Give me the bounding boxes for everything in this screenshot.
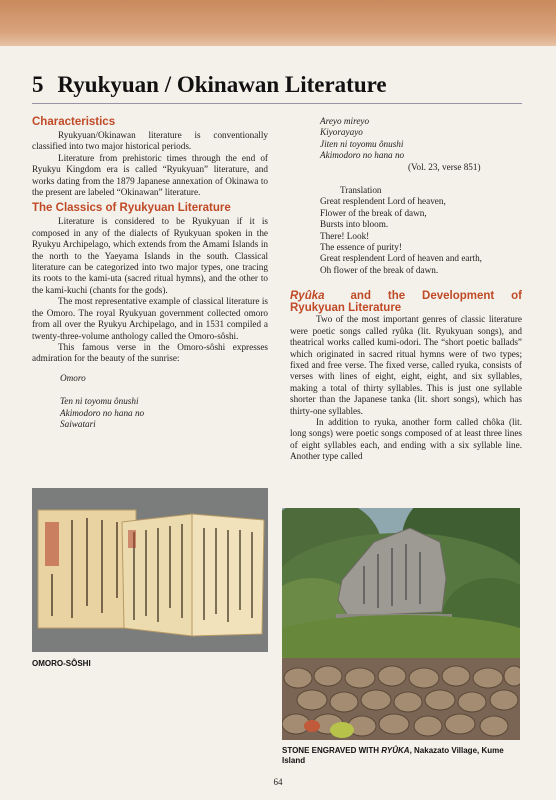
chapter-title-block bbox=[32, 72, 522, 98]
left-column bbox=[32, 116, 268, 430]
chapter-number: 5 bbox=[32, 72, 44, 97]
chapter-title: Ryukyuan / Okinawan Literature bbox=[57, 72, 387, 97]
classics-p2: The most representative example of classical literature is the Omoro. The royal Ryukyuan government collected omoro from all over the Ryukyu Archipelago, and in 1531 compiled a twenty-three-volume anthology called the Omoro-sôshi. bbox=[32, 296, 268, 341]
ryuka-stone-photo bbox=[282, 508, 520, 740]
ryuka-heading-word: Ryûka bbox=[290, 290, 325, 303]
translation-line: Great resplendent Lord of heaven, bbox=[320, 196, 446, 207]
photo2-caption-b: RYÛKA bbox=[381, 746, 410, 755]
poem-line: Akimodoro no hana no bbox=[320, 150, 405, 161]
classics-p3: This famous verse in the Omoro-sôshi expresses admiration for the beauty of the sunrise: bbox=[32, 341, 268, 364]
ryuka-p1: Two of the most important genres of classic literature were poetic songs called ryûka (lit. Ryukyuan songs), and theatrical works called kumi-odori. The “short poetic ballads” which originated in sacred ritual hymns were of two types; fixed and free verse. The fixed verse, called ryuka, consists of verses with lines of eight, eight, eight, and six syllables, making a total of thirty syllables. This is just one syllable shorter than the Japanese tanka (lit. short songs), which has thirty-one syllables. bbox=[290, 314, 522, 416]
poem-source: (Vol. 23, verse 851) bbox=[408, 161, 481, 172]
translation-line: Great resplendent Lord of heaven and earth, bbox=[320, 253, 482, 264]
poem-line: Kiyorayayo bbox=[320, 127, 363, 138]
ryuka-heading bbox=[290, 290, 522, 314]
ryuka-p2: In addition to ryuka, another form called chôka (lit. long songs) were poetic songs composed of at least three lines of eight syllables each, and ending with a six syllable line. Another type called bbox=[290, 416, 522, 462]
photo2-caption-c: , Nakazato Village, Kume Island bbox=[282, 746, 504, 765]
title-rule bbox=[32, 103, 522, 104]
poem-line: Areyo mireyo bbox=[320, 116, 370, 126]
classics-heading: The Classics of Ryukyuan Literature bbox=[32, 202, 231, 215]
translation-block bbox=[290, 185, 522, 276]
photo1-caption: OMORO-SÔSHI bbox=[32, 659, 91, 668]
photo2-caption bbox=[282, 746, 522, 766]
omoro-soshi-photo bbox=[32, 488, 268, 652]
characteristics-p2: Literature from prehistoric times through the end of Ryukyu Kingdom era is called “Ryukyuan” literature, and works dating from the 1879 Japanese annexation of Okinawa to the present are labeled “Okinawan” literature. bbox=[32, 152, 268, 198]
poem-line: Saiwatari bbox=[60, 418, 96, 429]
omoro-soshi-illustration bbox=[32, 488, 268, 652]
translation-line: There! Look! bbox=[320, 230, 370, 241]
page-title bbox=[32, 72, 522, 98]
translation-line: Bursts into bloom. bbox=[320, 219, 389, 230]
ryuka-stone-illustration bbox=[282, 508, 520, 740]
classics-p1: Literature is considered to be Ryukyuan if it is composed in any of the dialects of Ryukyuan spoken in the Ryukyu Archipelago, which extends from the Amami Islands in the north to the Yaeyama Islands in the south. Classical literature can be categorized into two major types, one tracing its roots to the kami-uta (sacred ritual hymns), and the other to the kami-kuchi (chants for the gods). bbox=[32, 216, 268, 295]
translation-line: The essence of purity! bbox=[320, 242, 402, 253]
poem-line: Jiten ni toyomu ônushi bbox=[320, 138, 404, 149]
poem-block bbox=[32, 373, 268, 431]
characteristics-heading: Characteristics bbox=[32, 116, 116, 128]
characteristics-p1: Ryukyuan/Okinawan literature is conventionally classified into two major historical periods. bbox=[32, 130, 268, 152]
right-column bbox=[290, 116, 522, 463]
ryuka-heading-rest: and the Development of bbox=[350, 290, 522, 303]
page-number: 64 bbox=[273, 777, 283, 787]
photo2-caption-a: STONE ENGRAVED WITH bbox=[282, 746, 382, 755]
translation-heading: Translation bbox=[340, 185, 382, 196]
poem-line: Ten ni toyomu ônushi bbox=[60, 396, 139, 407]
poem-continuation bbox=[290, 116, 522, 162]
translation-line: Flower of the break of dawn, bbox=[320, 207, 427, 218]
header-band bbox=[0, 0, 556, 46]
poem-title: Omoro bbox=[60, 372, 86, 383]
translation-line: Oh flower of the break of dawn. bbox=[320, 264, 439, 275]
poem-line: Akimodoro no hana no bbox=[60, 407, 145, 418]
ryuka-heading-line2: Ryukyuan Literature bbox=[290, 302, 402, 315]
